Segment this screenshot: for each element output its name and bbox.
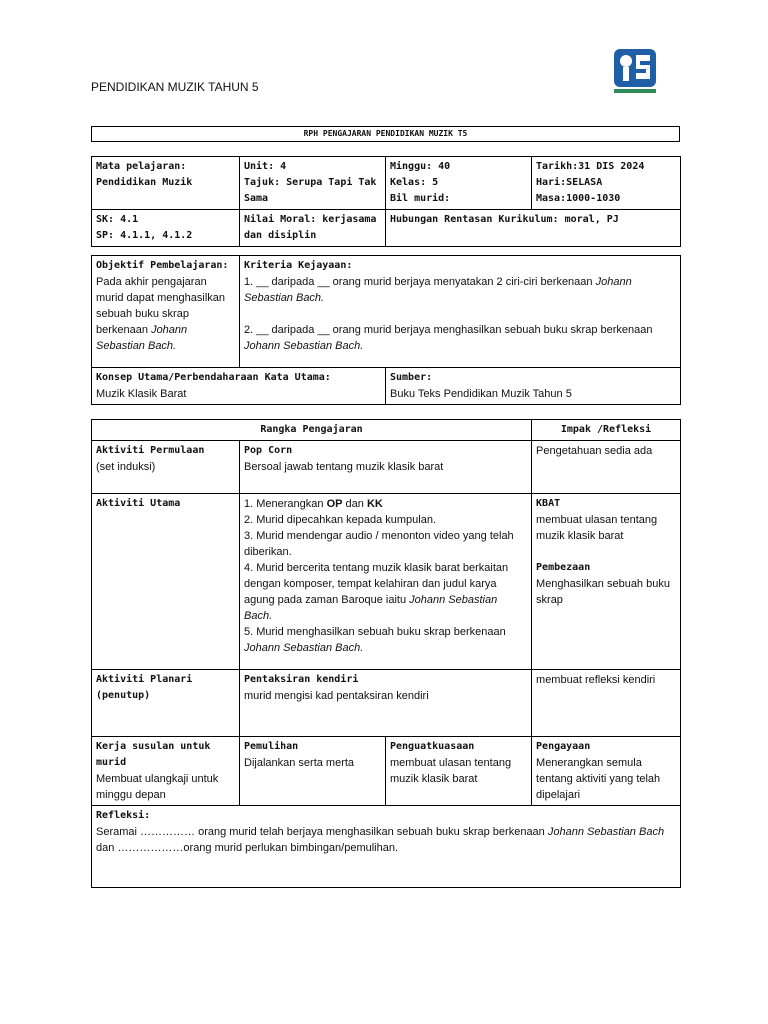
school-crest-logo: [612, 45, 658, 95]
follow-up-cell: [92, 737, 240, 806]
enrichment-label: Pengayaan: [536, 741, 591, 752]
main-impact-cell: [532, 494, 681, 670]
step-1: 1. Menerangkan OP dan KK: [244, 498, 383, 510]
reflection-text-b: dan ………………orang murid perlukan bimbingan/pemulihan.: [96, 842, 399, 854]
subject-cell: [92, 157, 240, 210]
criteria-cell: [240, 256, 681, 368]
follow-up-label: Kerja susulan untuk murid: [96, 741, 211, 768]
impact-header: Impak /Refleksi: [532, 420, 681, 441]
step-3: 3. Murid mendengar audio / menonton video yang telah diberikan.: [244, 530, 514, 558]
criteria-1-text: 1. __ daripada __ orang murid berjaya menyatakan 2 ciri-ciri berkenaan: [244, 276, 593, 288]
date-cell: [532, 157, 681, 210]
induction-impact: Pengetahuan sedia ada: [532, 441, 681, 494]
reflection-text-a: Seramai …………… orang murid telah berjaya menghasilkan sebuah buku skrap berkenaan: [96, 826, 545, 838]
popcorn-text: Bersoal jawab tentang muzik klasik barat: [244, 461, 444, 473]
criteria-2-composer: Johann Sebastian Bach.: [244, 340, 364, 352]
objective-label: Objektif Pembelajaran:: [96, 260, 229, 271]
kbat-text: membuat ulasan tentang muzik klasik barat: [536, 514, 658, 542]
reflection-cell: [92, 806, 681, 888]
reinforcement-cell: [386, 737, 532, 806]
enrichment-cell: [532, 737, 681, 806]
day-value: Hari:SELASA: [536, 177, 603, 188]
subject-title: PENDIDIKAN MUZIK TAHUN 5: [91, 80, 259, 94]
objective-cell: [92, 256, 240, 368]
time-value: Masa:1000-1030: [536, 193, 621, 204]
criteria-2-text: 2. __ daripada __ orang murid berjaya menghasilkan sebuah buku skrap berkenaan: [244, 324, 653, 336]
lesson-info-table: [91, 156, 681, 247]
differentiation-text: Menghasilkan sebuah buku skrap: [536, 578, 670, 606]
learning-standard: SP: 4.1.1, 4.1.2: [96, 230, 193, 241]
objective-composer: Johann Sebastian Bach.: [96, 324, 188, 352]
week-value: Minggu: 40: [390, 161, 451, 172]
teaching-plan-table: [91, 419, 681, 888]
remedial-label: Pemulihan: [244, 741, 299, 752]
closure-label: Aktiviti Planari: [96, 674, 193, 685]
popcorn-cell: [240, 441, 532, 494]
induction-sub: (set induksi): [96, 461, 156, 473]
reflection-composer: Johann Sebastian Bach: [547, 826, 665, 838]
closure-sub: (penutup): [96, 690, 151, 701]
main-activity-label: Aktiviti Utama: [92, 494, 240, 670]
enrichment-text: Menerangkan semula tentang aktiviti yang telah dipelajari: [536, 757, 661, 801]
source-cell: [386, 368, 681, 405]
reinforcement-text: membuat ulasan tentang muzik klasik barat: [390, 757, 512, 785]
step-5: 5. Murid menghasilkan sebuah buku skrap berkenaan Johann Sebastian Bach.: [244, 626, 506, 654]
cross-curriculum: Hubungan Rentasan Kurikulum: moral, PJ: [386, 210, 681, 247]
kbat-label: KBAT: [536, 498, 561, 509]
source-label: Sumber:: [390, 372, 433, 383]
self-assessment-label: Pentaksiran kendiri: [244, 674, 359, 685]
reinforcement-label: Penguatkuasaan: [390, 741, 475, 752]
rph-title: RPH PENGAJARAN PENDIDIKAN MUZIK T5: [92, 127, 680, 142]
objective-text: Pada akhir pengajaran murid dapat menghasilkan sebuah buku skrap berkenaan: [96, 276, 226, 336]
unit-value: Unit: 4: [244, 161, 287, 172]
source-value: Buku Teks Pendidikan Muzik Tahun 5: [390, 388, 572, 400]
pupil-count: Bil murid:: [390, 193, 451, 204]
differentiation-label: Pembezaan: [536, 562, 591, 573]
main-activity-steps: [240, 494, 532, 670]
framework-header: Rangka Pengajaran: [92, 420, 532, 441]
closure-cell: [92, 670, 240, 737]
self-assessment-text: murid mengisi kad pentaksiran kendiri: [244, 690, 429, 702]
topic-value: Tajuk: Serupa Tapi Tak Sama: [244, 177, 377, 204]
criteria-label: Kriteria Kejayaan:: [244, 260, 353, 271]
subject-value: Pendidikan Muzik: [96, 177, 193, 188]
criteria-1-composer: Johann Sebastian Bach.: [244, 276, 632, 304]
moral-value: Nilai Moral: kerjasama dan disiplin: [240, 210, 386, 247]
induction-cell: [92, 441, 240, 494]
objective-table: [91, 255, 681, 405]
concept-label: Konsep Utama/Perbendaharaan Kata Utama:: [96, 372, 331, 383]
popcorn-label: Pop Corn: [244, 445, 293, 456]
remedial-text: Dijalankan serta merta: [244, 757, 355, 769]
step-4: 4. Murid bercerita tentang muzik klasik barat berkaitan dengan komposer, tempat kelahiran dan judul karya agung pada zaman Baroque iaitu Johann Sebastian Bach.: [244, 562, 509, 622]
self-assessment-cell: [240, 670, 532, 737]
step-2: 2. Murid dipecahkan kepada kumpulan.: [244, 514, 437, 526]
follow-up-text: Membuat ulangkaji untuk minggu depan: [96, 773, 219, 801]
week-cell: [386, 157, 532, 210]
unit-cell: [240, 157, 386, 210]
remedial-cell: [240, 737, 386, 806]
subject-label: Mata pelajaran:: [96, 161, 187, 172]
closure-impact: membuat refleksi kendiri: [532, 670, 681, 737]
class-value: Kelas: 5: [390, 177, 439, 188]
concept-value: Muzik Klasik Barat: [96, 388, 187, 400]
rph-title-table: [91, 126, 680, 142]
concept-cell: [92, 368, 386, 405]
standard-cell: [92, 210, 240, 247]
reflection-label: Refleksi:: [96, 810, 151, 821]
date-value: Tarikh:31 DIS 2024: [536, 161, 645, 172]
content-standard: SK: 4.1: [96, 214, 139, 225]
induction-label: Aktiviti Permulaan: [96, 445, 205, 456]
